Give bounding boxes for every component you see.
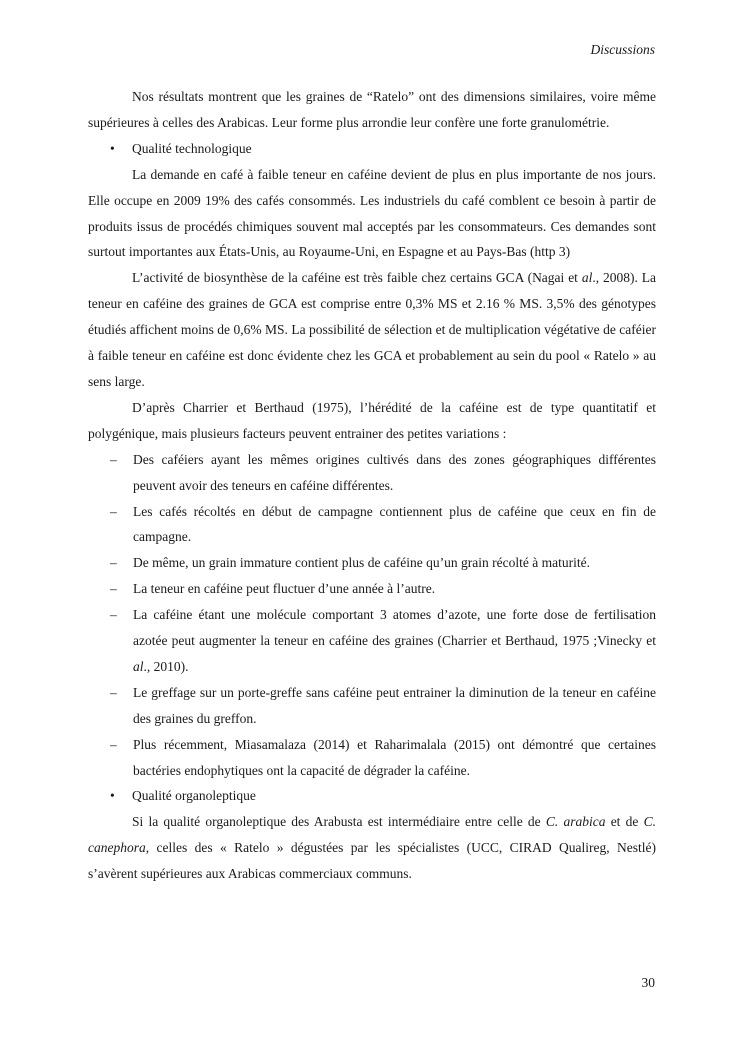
list-item — [88, 680, 656, 732]
section-title-organoleptic: Qualité organoleptique — [132, 788, 256, 804]
list-item-text: Le greffage sur un porte-greffe sans caféine peut entrainer la diminution de la teneur en caféine des graines du greffon. — [133, 684, 656, 726]
paragraph-charrier: D’après Charrier et Berthaud (1975), l’hérédité de la caféine est de type quantitatif et polygénique, mais plusieurs facteurs peuvent entrainer des petites variations : — [88, 399, 656, 441]
italic-al: al — [581, 270, 593, 286]
list-item-text: Des caféiers ayant les mêmes origines cultivés dans des zones géographiques différentes peuvent avoir des teneurs en caféine différentes. — [133, 451, 656, 493]
bullet-technological-quality — [88, 136, 656, 162]
dash-mark: – — [110, 607, 117, 623]
text-run: ., 2010). — [143, 658, 189, 674]
text-run: L’activité de biosynthèse de la caféine est très faible chez certains GCA (Nagai et — [132, 270, 582, 286]
factors-list — [88, 447, 656, 784]
list-item — [88, 732, 656, 784]
dash-mark: – — [110, 451, 117, 467]
page-body — [88, 84, 656, 887]
dash-mark: – — [110, 736, 117, 752]
list-item-text: Les cafés récoltés en début de campagne contiennent plus de caféine que ceux en fin de campagne. — [133, 503, 656, 545]
list-item-text: Plus récemment, Miasamalaza (2014) et Raharimalala (2015) ont démontré que certaines bactéries endophytiques ont la capacité de dégrader la caféine. — [133, 736, 656, 778]
text-run: Si la qualité organoleptique des Arabusta est intermédiaire entre celle de — [132, 814, 546, 830]
italic-species: C. canephora — [88, 814, 656, 856]
list-item — [88, 550, 656, 576]
text-run: La caféine étant une molécule comportant 3 atomes d’azote, une forte dose de fertilisation azotée peut augmenter la teneur en caféine des graines (Charrier et Berthaud, 1975 ;Vinecky et — [133, 607, 656, 649]
bullet-mark: • — [110, 788, 115, 804]
paragraph-organoleptic — [88, 809, 656, 887]
text-run: et de — [605, 814, 644, 830]
italic-al: al — [133, 658, 144, 674]
italic-species: C. arabica — [545, 814, 606, 830]
paragraph-demande: La demande en café à faible teneur en caféine devient de plus en plus importante de nos jours. Elle occupe en 2009 19% des cafés consommés. Les industriels du café comblent ce besoin à partir de produits issus de procédés chimiques souvent mal acceptés par les consommateurs. Ces demandes sont surtout importantes aux États-Unis, au Royaume-Uni, en Espagne et au Pays-Bas (http 3) — [88, 166, 656, 260]
page-number: 30 — [641, 975, 655, 990]
section-title-technological: Qualité technologique — [132, 140, 252, 156]
text-run: , celles des « Ratelo » dégustées par les spécialistes (UCC, CIRAD Qualireg, Nestlé) s’avèrent supérieures aux Arabicas commerciaux communs. — [88, 840, 656, 882]
paragraph-intro: Nos résultats montrent que les graines de “Ratelo” ont des dimensions similaires, voire même supérieures à celles des Arabicas. Leur forme plus arrondie leur confère une forte granulométrie. — [88, 89, 656, 130]
dash-mark: – — [110, 555, 117, 571]
bullet-mark: • — [110, 140, 115, 156]
list-item — [88, 499, 656, 551]
dash-mark: – — [110, 581, 117, 597]
bullet-organoleptic-quality — [88, 783, 656, 809]
paragraph-activite — [88, 265, 656, 395]
list-item-text: De même, un grain immature contient plus de caféine qu’un grain récolté à maturité. — [133, 555, 590, 571]
list-item-text: La teneur en caféine peut fluctuer d’une année à l’autre. — [133, 581, 436, 597]
list-item — [88, 602, 656, 680]
dash-mark: – — [110, 503, 117, 519]
running-header: Discussions — [590, 42, 655, 57]
list-item — [88, 576, 656, 602]
text-run: ., 2008). La teneur en caféine des graines de GCA est comprise entre 0,3% MS et 2.16 % MS. 3,5% des génotypes étudiés affichent moins de 0,6% MS. La possibilité de sélection et de multiplication végétative de caféier à faible teneur en caféine est donc évidente chez les GCA et probablement au sein du pool « Ratelo » au sens large. — [88, 270, 656, 389]
dash-mark: – — [110, 684, 117, 700]
list-item-text — [133, 607, 656, 674]
list-item — [88, 447, 656, 499]
